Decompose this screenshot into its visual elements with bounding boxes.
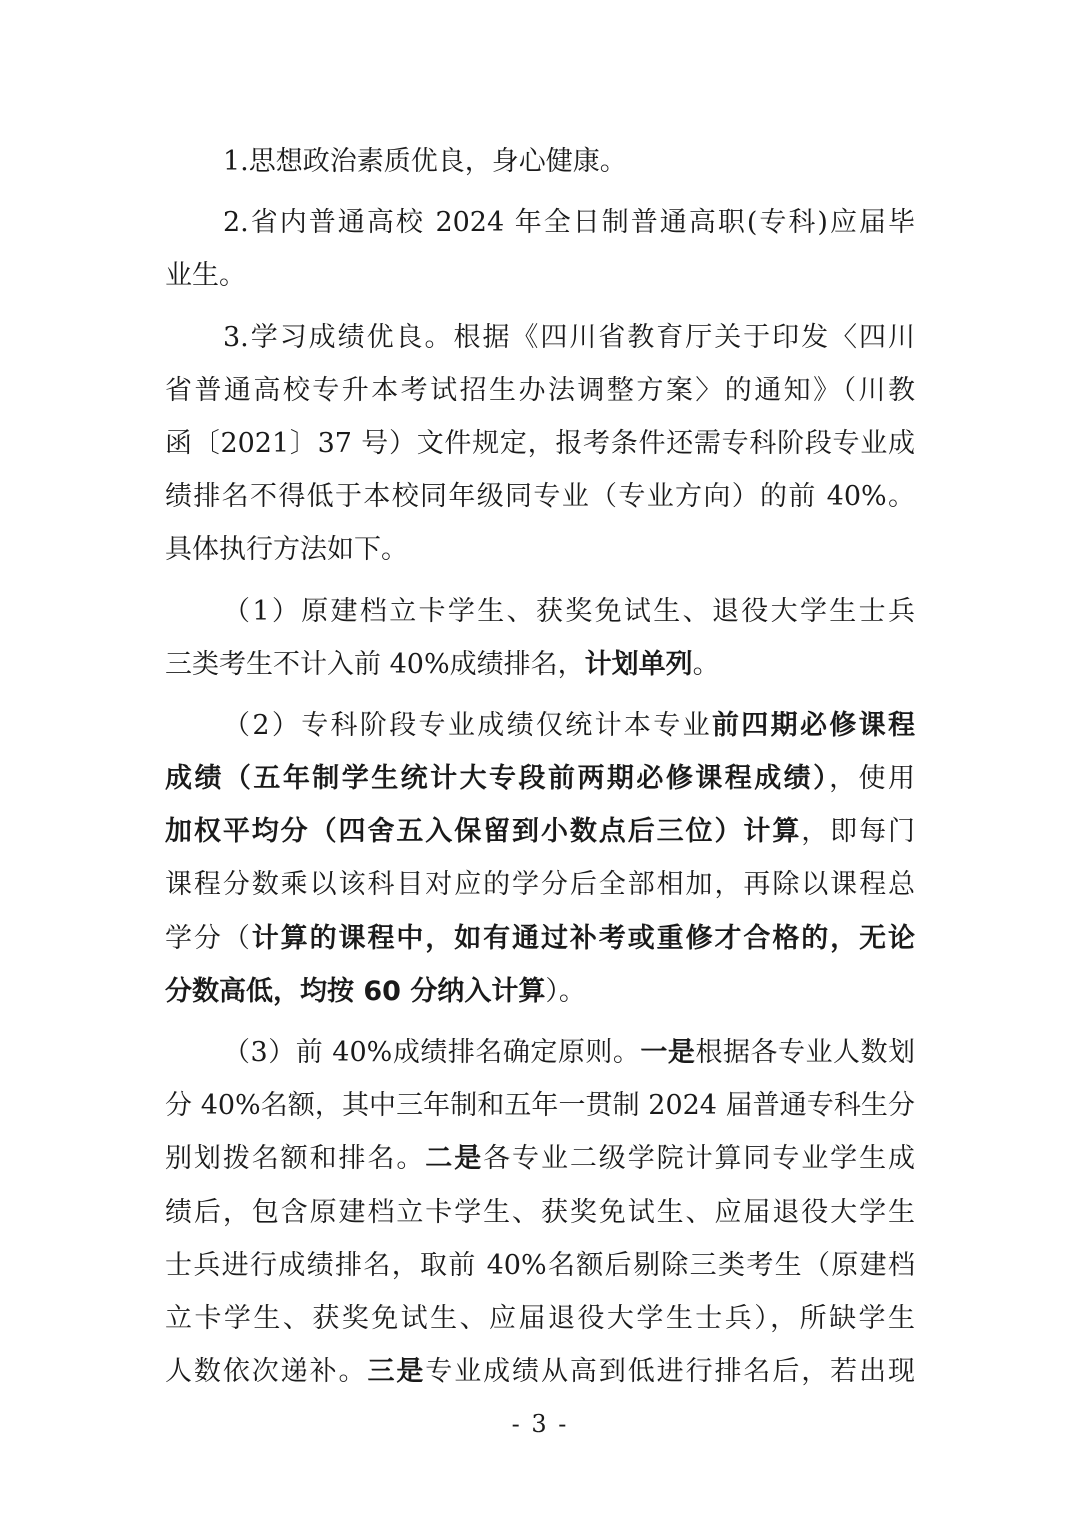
text-line — [165, 1026, 915, 1079]
text-run: ，即每门 — [801, 816, 915, 848]
text-line: 分 40%名额，其中三年制和五年一贯制 2024 届普通专科生分 — [165, 1090, 915, 1122]
text-line — [165, 1345, 915, 1398]
text-run: 专业成绩从高到低进行排名后，若出现 — [425, 1356, 915, 1388]
text-run: 根据各专业人数划 — [695, 1037, 915, 1068]
bold-text: 计划单列 — [584, 648, 693, 680]
bold-text: 计算的课程中，如有通过补考或重修才合格的，无论 — [251, 922, 915, 954]
bold-text: 三是 — [367, 1356, 426, 1388]
page-number: - 3 - — [511, 1410, 569, 1438]
text-line: 绩排名不得低于本校同年级同专业（专业方向）的前 40%。 — [165, 481, 915, 513]
text-run: ）。 — [545, 975, 586, 1007]
text-line — [165, 752, 915, 805]
paragraph-4 — [165, 585, 915, 691]
paragraph-6 — [165, 1026, 915, 1398]
text-line — [165, 1132, 915, 1185]
text-line: 具体执行方法如下。 — [165, 534, 408, 566]
text-run: ，使用 — [829, 763, 915, 795]
bold-text: 前四期必修课程 — [711, 709, 915, 741]
text-line — [165, 912, 915, 965]
bold-text: 一是 — [640, 1037, 696, 1068]
paragraph-2 — [165, 196, 915, 302]
text-line: 省普通高校专升本考试招生办法调整方案〉的通知》（川教 — [165, 374, 915, 406]
bold-text: 加权平均分（四舍五入保留到小数点后三位）计算 — [165, 816, 802, 848]
text-line: 立卡学生、获奖免试生、应届退役大学生士兵），所缺学生 — [165, 1302, 915, 1334]
text-run: 三类考生不计入前 40%成绩排名， — [165, 648, 585, 680]
text-run: 别划拨名额和排名。 — [165, 1143, 426, 1175]
bold-text: 成绩（五年制学生统计大专段前两期必修课程成绩） — [165, 763, 830, 795]
text-line: 业生。 — [165, 260, 246, 292]
text-line: 课程分数乘以该科目对应的学分后全部相加，再除以课程总 — [165, 869, 915, 901]
text-line — [165, 805, 915, 858]
text-line: 绩后，包含原建档立卡学生、获奖免试生、应届退役大学生 — [165, 1196, 915, 1228]
text-run: 各专业二级学院计算同专业学生成 — [483, 1143, 915, 1175]
text-line: 2.省内普通高校 2024 年全日制普通高职(专科)应届毕 — [223, 207, 915, 239]
text-line: （1）原建档立卡学生、获奖免试生、退役大学生士兵 — [223, 595, 915, 627]
paragraph-5 — [165, 699, 915, 1018]
paragraph-3 — [165, 311, 915, 577]
bold-text: 二是 — [425, 1143, 484, 1175]
text-run: （3）前 40%成绩排名确定原则。 — [223, 1037, 641, 1068]
text-line — [165, 638, 915, 691]
text-line: 士兵进行成绩排名，取前 40%名额后剔除三类考生（原建档 — [165, 1249, 915, 1281]
text-line: 函〔2021〕37 号）文件规定，报考条件还需专科阶段专业成 — [165, 427, 915, 459]
text-run: 人数依次递补。 — [165, 1356, 368, 1388]
paragraph-1 — [165, 135, 915, 188]
text-line — [165, 965, 915, 1018]
text-line: 1.思想政治素质优良，身心健康。 — [223, 146, 627, 177]
text-run: 。 — [692, 648, 720, 680]
bold-text: 分数高低，均按 60 分纳入计算 — [165, 975, 546, 1007]
text-run: 学分（ — [165, 922, 252, 954]
text-line: 3.学习成绩优良。根据《四川省教育厅关于印发〈四川 — [223, 321, 915, 353]
text-run: （2）专科阶段专业成绩仅统计本专业 — [223, 709, 712, 741]
text-line — [165, 699, 915, 752]
